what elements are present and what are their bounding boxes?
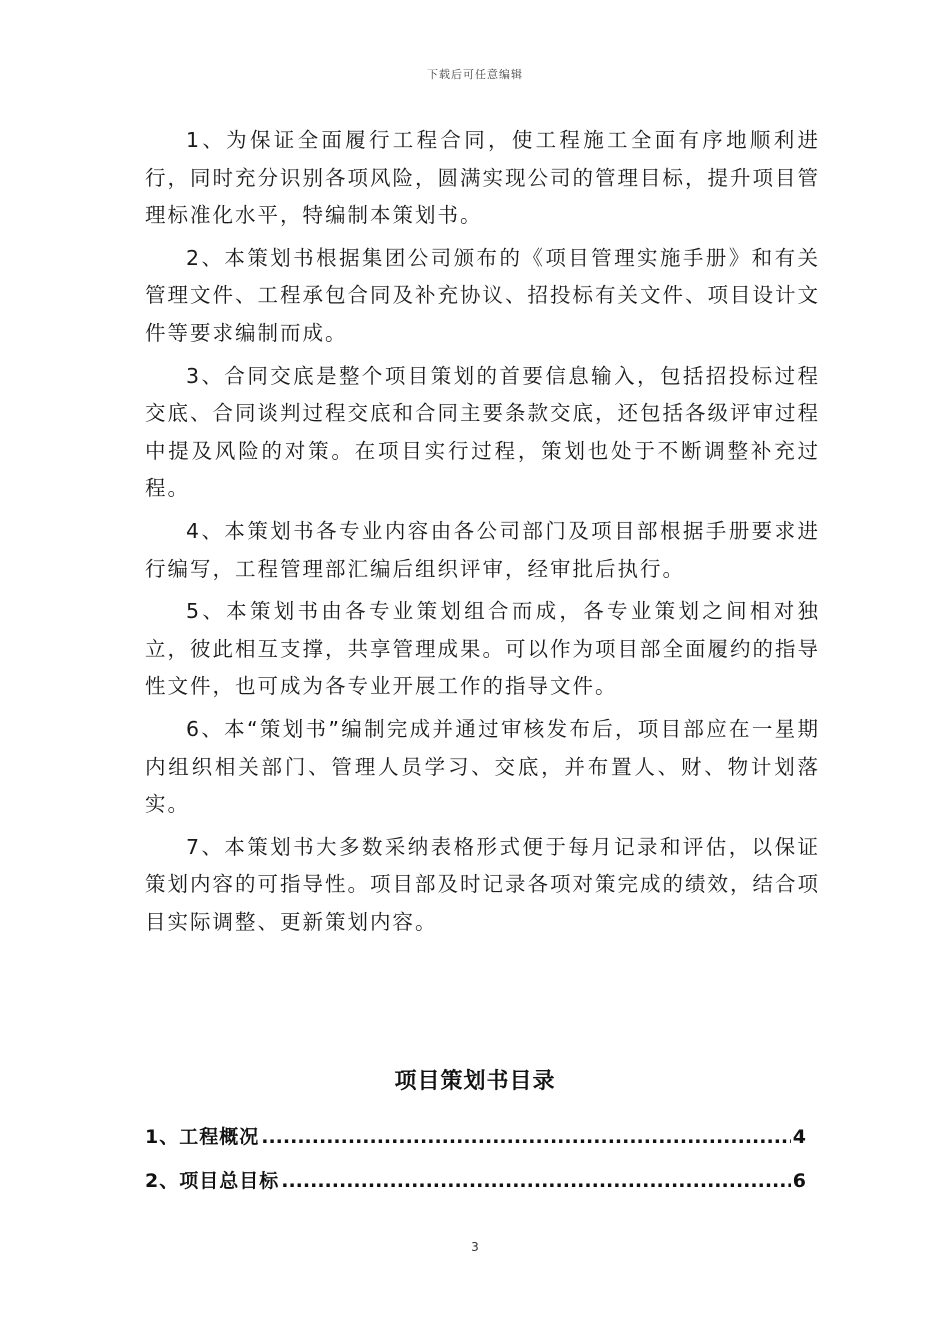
toc-entry-overview[interactable] bbox=[145, 1122, 807, 1166]
toc-leader-dots bbox=[281, 1170, 791, 1192]
toc-leader-dots bbox=[261, 1126, 791, 1148]
paragraph-4: 4、本策划书各专业内容由各公司部门及项目部根据手册要求进行编写，工程管理部汇编后组织评审，经审批后执行。 bbox=[145, 518, 820, 581]
paragraph-2: 2、本策划书根据集团公司颁布的《项目管理实施手册》和有关管理文件、工程承包合同及补充协议、招投标有关文件、项目设计文件等要求编制而成。 bbox=[145, 245, 820, 345]
toc-entry-page: 4 bbox=[792, 1126, 807, 1148]
paragraph-5: 5、本策划书由各专业策划组合而成，各专业策划之间相对独立，彼此相互支撑，共享管理成果。可以作为项目部全面履约的指导性文件，也可成为各专业开展工作的指导文件。 bbox=[145, 599, 820, 699]
header-note: 下载后可任意编辑 bbox=[427, 68, 523, 81]
paragraph-1: 1、为保证全面履行工程合同，使工程施工全面有序地顺利进行，同时充分识别各项风险，圆满实现公司的管理目标，提升项目管理标准化水平，特编制本策划书。 bbox=[145, 128, 820, 228]
page-number: 3 bbox=[471, 1240, 479, 1254]
paragraph-3: 3、合同交底是整个项目策划的首要信息输入，包括招投标过程交底、合同谈判过程交底和合同主要条款交底，还包括各级评审过程中提及风险的对策。在项目实行过程，策划也处于不断调整补充过程。 bbox=[145, 363, 820, 501]
toc-title: 项目策划书目录 bbox=[394, 1069, 556, 1094]
toc-entry-overall-goals[interactable] bbox=[145, 1166, 807, 1210]
paragraph-7: 7、本策划书大多数采纳表格形式便于每月记录和评估，以保证策划内容的可指导性。项目部及时记录各项对策完成的绩效，结合项目实际调整、更新策划内容。 bbox=[145, 834, 820, 934]
toc-entry-page: 6 bbox=[792, 1170, 807, 1192]
paragraph-6: 6、本“策划书”编制完成并通过审核发布后，项目部应在一星期内组织相关部门、管理人员学习、交底，并布置人、财、物计划落实。 bbox=[145, 716, 820, 817]
toc-entry-label: 2、项目总目标 bbox=[145, 1170, 280, 1192]
body-text bbox=[145, 122, 820, 946]
toc-entry-label: 1、工程概况 bbox=[145, 1126, 260, 1148]
toc-list bbox=[145, 1122, 807, 1210]
